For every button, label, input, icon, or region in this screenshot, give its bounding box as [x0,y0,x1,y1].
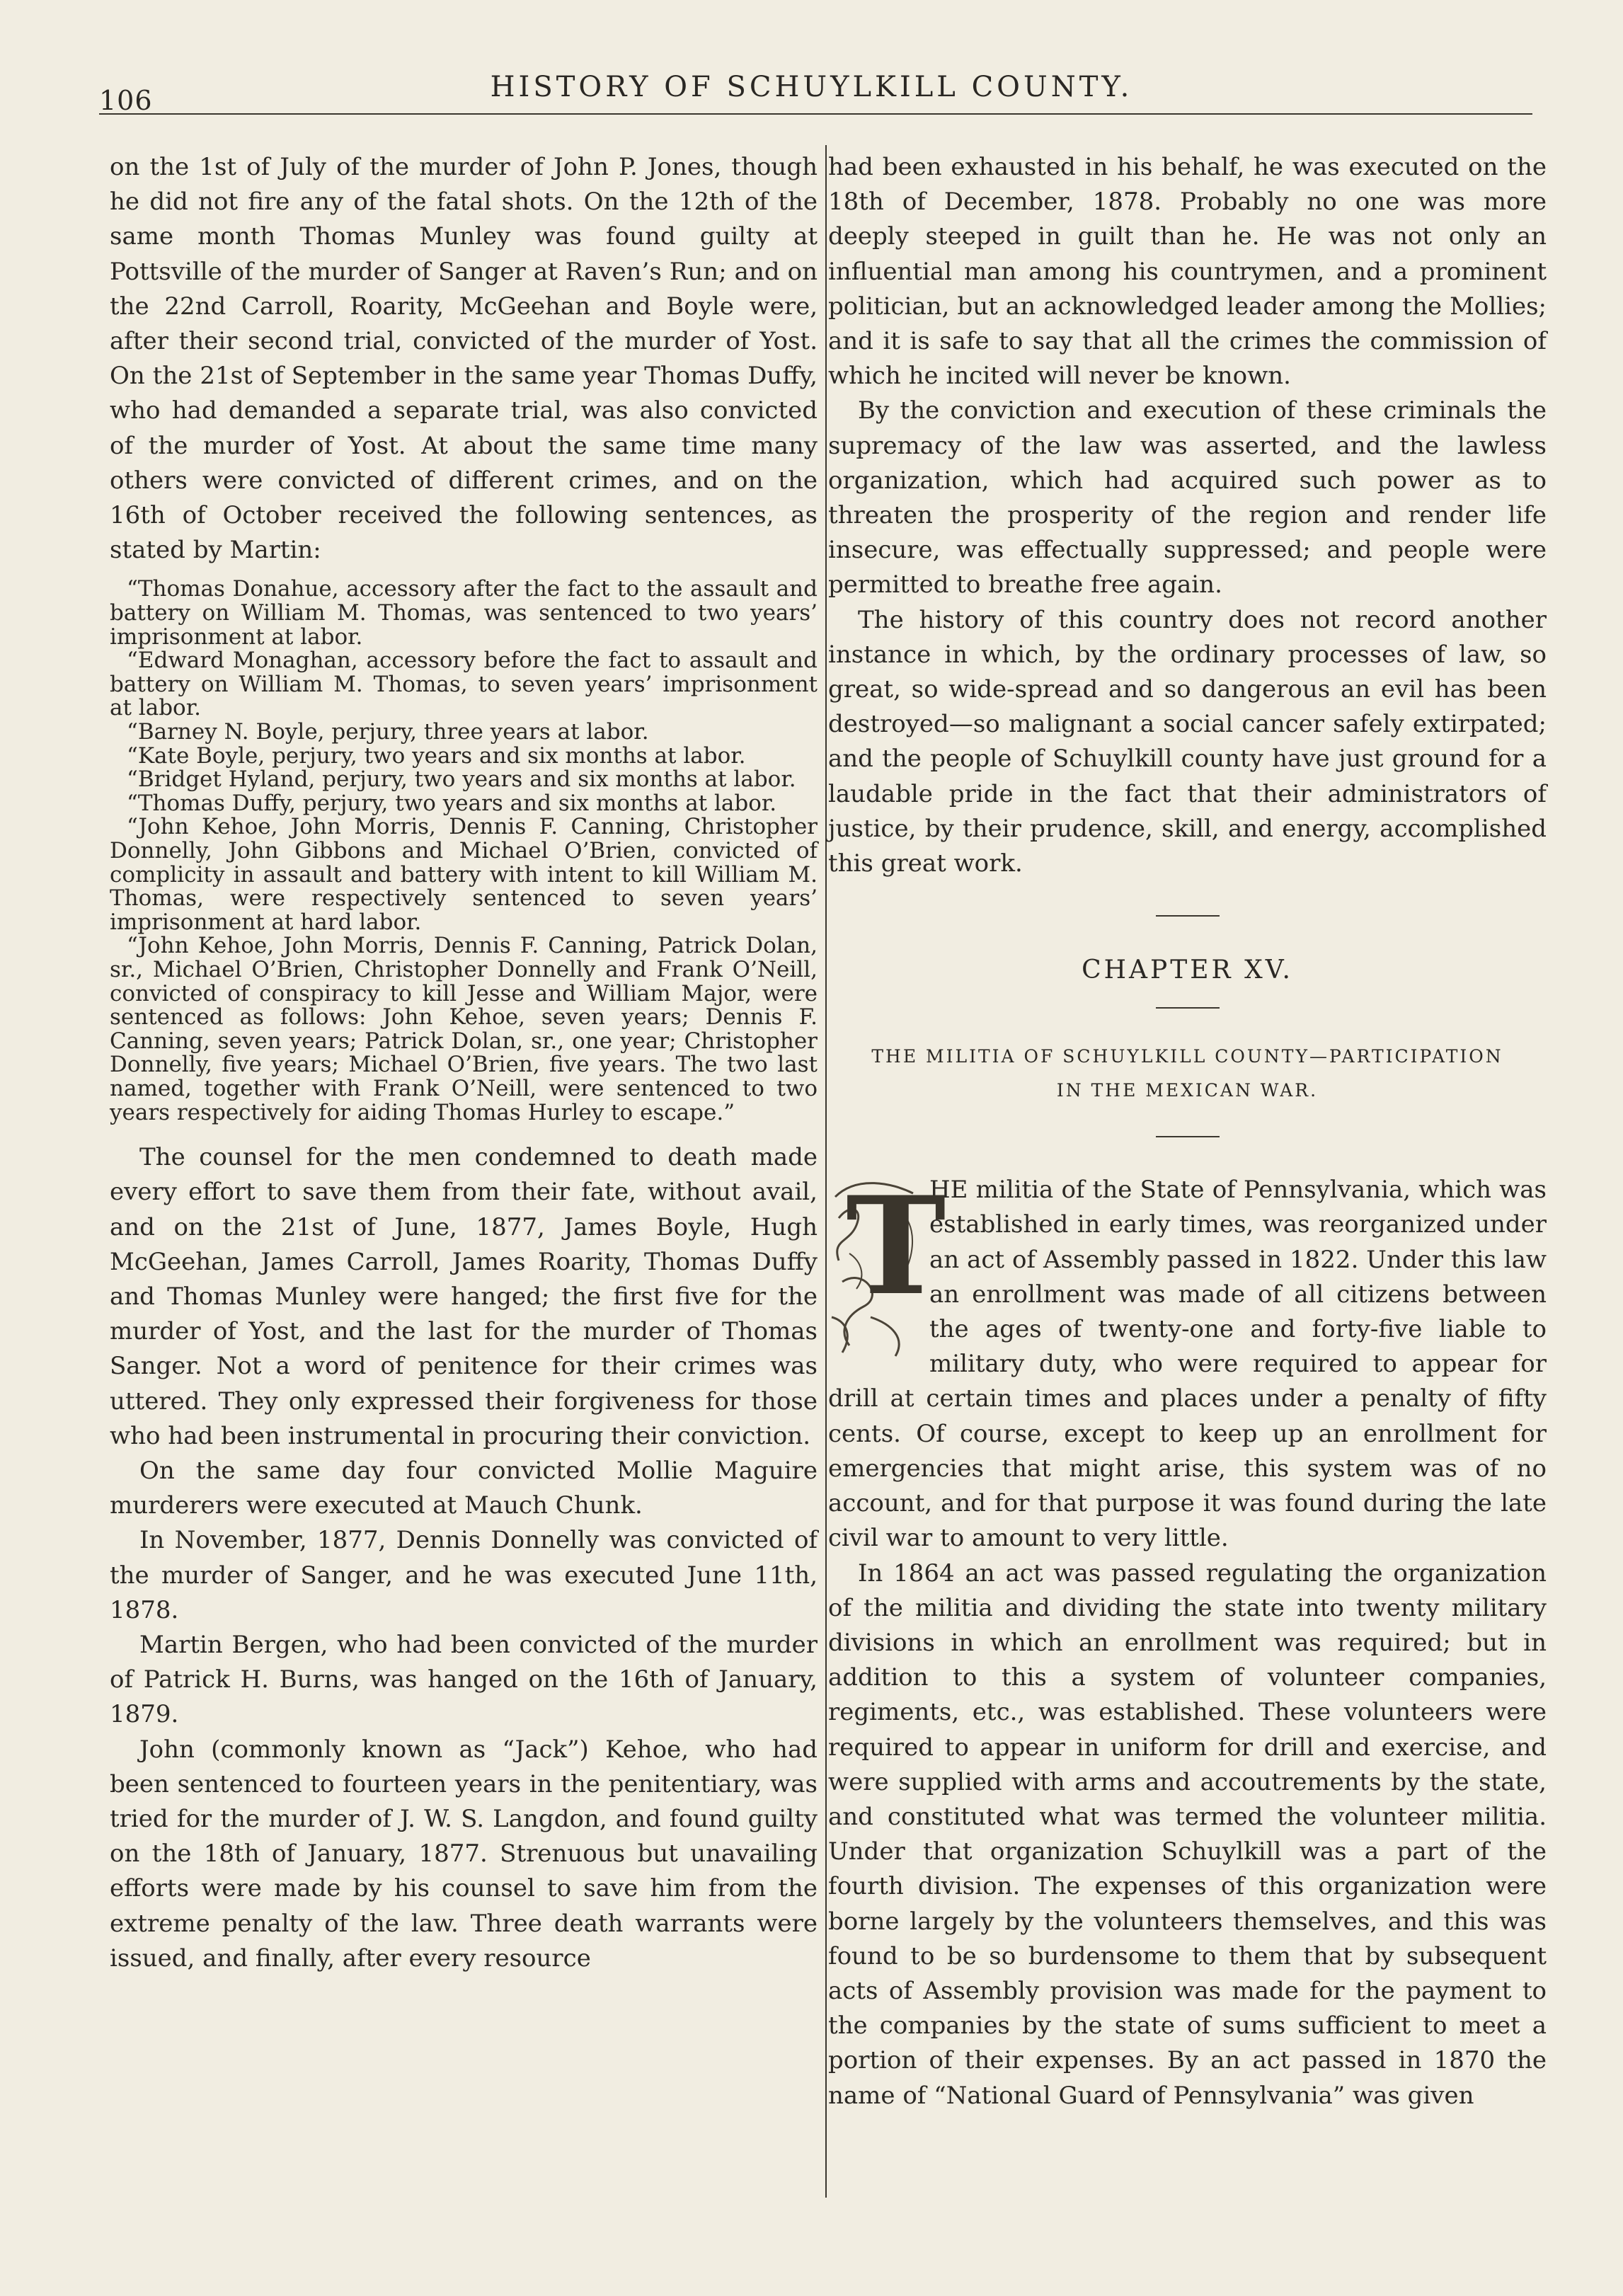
quote-line: “Thomas Donahue, accessory after the fact to the assault and battery on William M. Thomas, was sentenced to two years’ imprisonment at labor. [110,576,818,650]
quote-line: “Thomas Duffy, perjury, two years and six months at labor. [127,790,777,816]
paragraph-text: HE militia of the State of Pennsylvania, which was established in early times, was reorganized under an act of Assembly passed in 1822. Under this law an enrollment was made of all citizens between the ages of twenty-one and forty-five liable to military duty, who were required to appear for drill at certain times and places under a penalty of fifty cents. Of course, except to keep up an enrollment for emergencies that might arise, this system was of no account, and for that purpose it was found during the late civil war to amount to very little. [828,1176,1547,1553]
paragraph: on the 1st of July of the murder of John P. Jones, though he did not fire any of the fatal shots. On the 12th of the same month Thomas Munley was found guilty at Pottsville of the murder of Sanger at Raven’s Run; and on the 22nd Carroll, Roarity, McGeehan and Boyle were, after their second trial, convicted of the murder of Yost. On the 21st of September in the same year Thomas Duffy, who had demanded a separate trial, was also convicted of the murder of Yost. At about the same time many others were convicted of different crimes, and on the 16th of October received the following sentences, as stated by Martin: [110,153,818,565]
paragraph: John (commonly known as “Jack”) Kehoe, who had been sentenced to fourteen years in the penitentiary, was tried for the murder of J. W. S. Langdon, and found guilty on the 18th of January, 1877. Strenuous but unavailing efforts were made by his counsel to save him from the extreme penalty of the law. Three death warrants were issued, and finally, after every resource [110,1735,818,1973]
paragraph: In November, 1877, Dennis Donnelly was convicted of the murder of Sanger, and he was executed June 11th, 1878. [110,1526,818,1624]
header-rule [99,113,1532,115]
quote-line: “John Kehoe, John Morris, Dennis F. Canning, Christopher Donnelly, John Gibbons and Michael O’Brien, convicted of complicity in assault and battery with intent to kill William M. Thomas, were respectively sentenced to seven years’ imprisonment at hard labor. [110,814,818,935]
paragraph: The counsel for the men condemned to death made every effort to save them from their fate, without avail, and on the 21st of June, 1877, James Boyle, Hugh McGeehan, James Carroll, James Roarity, Thomas Duffy and Thomas Munley were hanged; the first five for the murder of Yost, and the last for the murder of Thomas Sanger. Not a word of penitence for their crimes was uttered. They only expressed their forgiveness for those who had been instrumental in procuring their conviction. [110,1143,818,1450]
paragraph: had been exhausted in his behalf, he was executed on the 18th of December, 1878. Probably no one was more deeply steeped in guilt than he. He was not only an influential man among his countrymen, and a prominent politician, but an acknowledged leader among the Mollies; and it is safe to say that all the crimes the commission of which he incited will never be known. [828,153,1547,391]
quote-line: “Kate Boyle, perjury, two years and six months at labor. [127,742,746,769]
drop-cap-letter: T [846,1167,946,1326]
quote-line: “John Kehoe, John Morris, Dennis F. Canning, Patrick Dolan, sr., Michael O’Brien, Christopher Donnelly and Frank O’Neill, convicted of conspiracy to kill Jesse and William Major, were sentenced as follows: John Kehoe, seven years; Dennis F. Canning, seven years; Patrick Dolan, sr., one year; Christopher Donnelly, five years; Michael O’Brien, five years. The two last named, together with Frank O’Neill, were sentenced to two years respectively for aiding Thomas Hurley to escape.” [110,933,818,1125]
chapter-opening [828,1167,1547,2113]
chapter-title: CHAPTER XV. [1082,955,1293,985]
paragraph: Martin Bergen, who had been convicted of the murder of Patrick H. Burns, was hanged on the 16th of January, 1879. [110,1630,818,1729]
column-divider [825,145,827,2198]
right-column [828,150,1547,2113]
chapter-subtitle-line: IN THE MEXICAN WAR. [1056,1080,1319,1101]
chapter-subtitle [828,1040,1547,1108]
paragraph: The history of this country does not record another instance in which, by the ordinary processes of law, so great, so wide-spread and so dangerous an evil has been destroyed—so malignant a social cancer safely extirpated; and the people of Schuylkill county have just ground for a laudable pride in the fact that their administrators of justice, by their prudence, skill, and energy, accomplished this great work. [828,605,1547,878]
page-number: 106 [99,85,153,116]
ornamental-initial [828,1167,946,1363]
section-rule [1156,915,1220,917]
left-column [110,150,818,1976]
paragraph: By the conviction and execution of these criminals the supremacy of the law was asserted, and the lawless organization, which had acquired such power as to threaten the prosperity of the region and render life insecure, was effectually suppressed; and people were permitted to breathe free again. [828,396,1547,599]
quote-line: “Bridget Hyland, perjury, two years and six months at labor. [127,767,796,793]
running-title: HISTORY OF SCHUYLKILL COUNTY. [490,71,1133,103]
section-rule [1156,1007,1220,1009]
paragraph: On the same day four convicted Mollie Maguire murderers were executed at Mauch Chunk. [110,1456,818,1520]
quote-line: “Edward Monaghan, accessory before the fact to assault and battery on William M. Thomas, to seven years’ imprisonment at labor. [110,648,818,721]
paragraph: In 1864 an act was passed regulating the organization of the militia and dividing the state into twenty military divisions in which an enrollment was required; but in addition to this a system of volunteer companies, regiments, etc., was established. These volunteers were required to appear in uniform for drill and exercise, and were supplied with arms and accoutrements by the state, and constituted what was termed the volunteer militia. Under that organization Schuylkill was a part of the fourth division. The expenses of this organization were borne largely by the volunteers themselves, and this was found to be so burdensome to them that by subsequent acts of Assembly provision was made for the payment to the companies by the state of sums sufficient to meet a portion of their expenses. By an act passed in 1870 the name of “National Guard of Pennsylvania” was given [828,1559,1547,2110]
chapter-subtitle-line: THE MILITIA OF SCHUYLKILL COUNTY—PARTICIPATION [871,1046,1503,1067]
section-rule [1156,1136,1220,1137]
quote-line: “Barney N. Boyle, perjury, three years at labor. [127,719,649,745]
sentences-quote [110,578,818,1125]
